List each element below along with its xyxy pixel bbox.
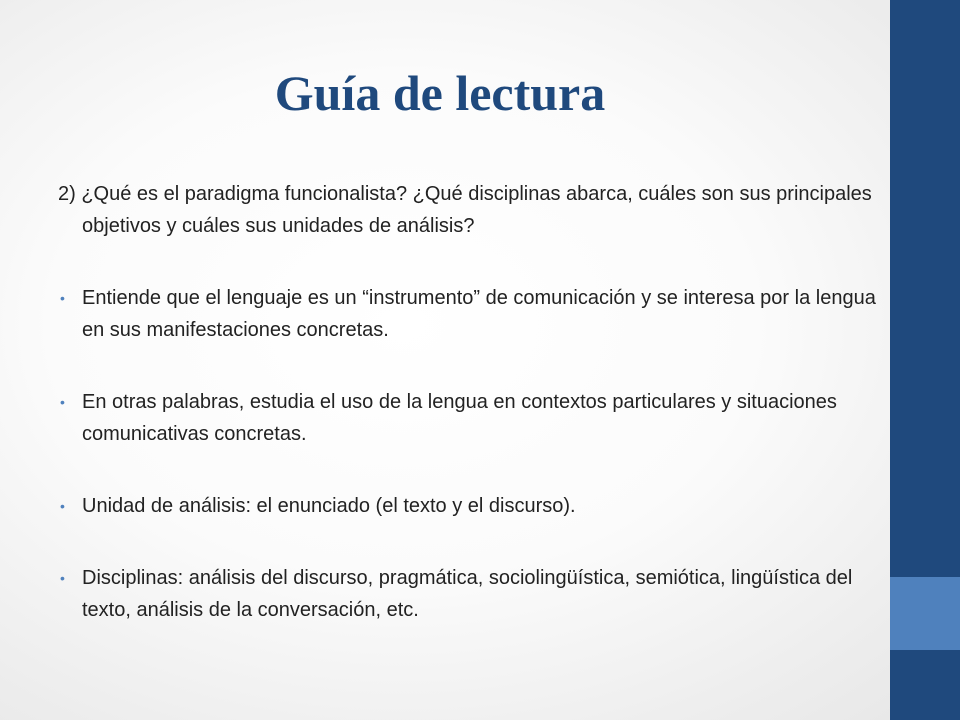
slide-body xyxy=(58,178,878,666)
bullet-dot-icon: • xyxy=(60,498,65,514)
sidebar-band-bottom xyxy=(890,650,960,720)
bullet-item xyxy=(58,282,878,346)
slide-title: Guía de lectura xyxy=(274,65,606,121)
bullet-text: Disciplinas: análisis del discurso, pragmática, sociolingüística, semiótica, lingüística del texto, análisis de la conversación, etc. xyxy=(82,567,853,621)
bullet-dot-icon: • xyxy=(60,394,65,410)
bullet-text: En otras palabras, estudia el uso de la lengua en contextos particulares y situaciones comunicativas concretas. xyxy=(82,391,837,445)
question-text: 2) ¿Qué es el paradigma funcionalista? ¿Qué disciplinas abarca, cuáles son sus principales objetivos y cuáles sus unidades de análisis? xyxy=(58,183,872,237)
bullet-item xyxy=(58,562,878,626)
bullet-list xyxy=(58,282,878,626)
bullet-text: Unidad de análisis: el enunciado (el texto y el discurso). xyxy=(82,495,576,517)
sidebar-band-top xyxy=(890,0,960,577)
bullet-dot-icon: • xyxy=(60,290,65,306)
bullet-text: Entiende que el lenguaje es un “instrumento” de comunicación y se interesa por la lengua en sus manifestaciones concretas. xyxy=(82,287,876,341)
bullet-dot-icon: • xyxy=(60,570,65,586)
bullet-item xyxy=(58,490,878,522)
sidebar-band-accent xyxy=(890,577,960,650)
bullet-item xyxy=(58,386,878,450)
